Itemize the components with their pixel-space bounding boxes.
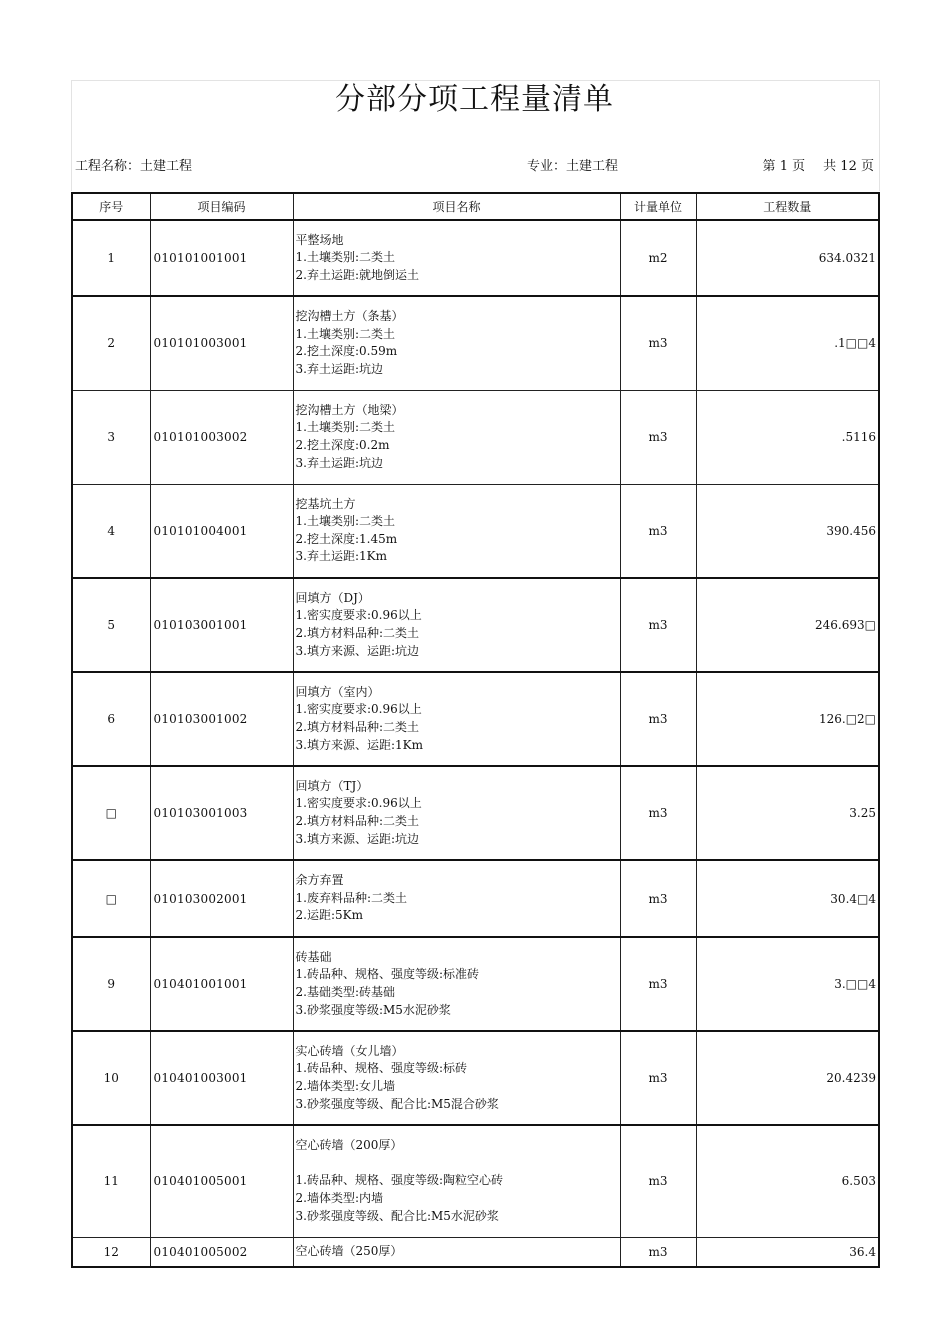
name-line: 1.土壤类别:二类土 xyxy=(295,326,395,341)
name-line: 回填方（DJ） xyxy=(295,590,370,605)
name-line: 2.挖土深度:0.2m xyxy=(295,438,390,452)
name-line: 1.土壤类别:二类土 xyxy=(295,514,395,529)
cell-qty: 6.503 xyxy=(696,1125,879,1237)
project-info xyxy=(75,158,192,176)
cell-unit: m3 xyxy=(620,1237,696,1267)
table-header-row xyxy=(72,193,879,220)
cell-name xyxy=(293,1237,620,1267)
name-line: 2.填方材料品种:二类土 xyxy=(295,626,419,640)
cell-unit: m3 xyxy=(620,296,696,390)
project-name: 土建工程 xyxy=(140,159,193,174)
header-name: 项目名称 xyxy=(293,193,620,220)
cell-seq: 10 xyxy=(72,1031,150,1125)
name-line: 1.砖品种、规格、强度等级:标砖 xyxy=(295,1061,467,1076)
table-row xyxy=(72,296,879,390)
table-row xyxy=(72,484,879,578)
specialty-label: 专业： xyxy=(527,159,567,174)
cell-seq: 1 xyxy=(72,220,150,296)
project-label: 工程名称： xyxy=(75,159,141,174)
cell-seq: □ xyxy=(72,766,150,860)
bill-table xyxy=(71,192,880,1268)
name-line: 1.土壤类别:二类土 xyxy=(295,420,395,435)
name-line: 1.砖品种、规格、强度等级:陶粒空心砖 xyxy=(295,1173,503,1188)
specialty-info xyxy=(527,158,618,176)
header-qty: 工程数量 xyxy=(696,193,879,220)
cell-code: 010401005002 xyxy=(150,1237,293,1267)
header-unit: 计量单位 xyxy=(620,193,696,220)
cell-unit: m3 xyxy=(620,937,696,1031)
table-row xyxy=(72,860,879,937)
cell-unit: m3 xyxy=(620,484,696,578)
cell-seq: □ xyxy=(72,860,150,937)
cell-unit: m3 xyxy=(620,1031,696,1125)
header-code: 项目编码 xyxy=(150,193,293,220)
cell-seq: 12 xyxy=(72,1237,150,1267)
cell-seq: 3 xyxy=(72,390,150,484)
table-row xyxy=(72,672,879,766)
cell-seq: 11 xyxy=(72,1125,150,1237)
table-row xyxy=(72,578,879,672)
name-line: 余方弃置 xyxy=(295,873,344,888)
name-line: 空心砖墙（250厚） xyxy=(295,1243,403,1258)
cell-name xyxy=(293,937,620,1031)
name-line: 1.密实度要求:0.96以上 xyxy=(295,608,422,623)
name-line: 3.填方来源、运距:坑边 xyxy=(295,831,419,846)
name-line: 3.砂浆强度等级:M5水泥砂浆 xyxy=(295,1002,451,1017)
name-line: 挖沟槽土方（地梁） xyxy=(295,402,404,417)
name-line: 挖基坑土方 xyxy=(295,496,356,511)
name-line: 1.废弃料品种:二类土 xyxy=(295,890,407,905)
name-line: 2.填方材料品种:二类土 xyxy=(295,814,419,828)
cell-qty: 390.456 xyxy=(696,484,879,578)
cell-seq: 5 xyxy=(72,578,150,672)
table-row xyxy=(72,220,879,296)
cell-qty: 126.□2□ xyxy=(696,672,879,766)
page-total: 12 xyxy=(840,159,857,174)
name-line: 砖基础 xyxy=(295,949,332,964)
cell-name xyxy=(293,220,620,296)
name-line: 回填方（TJ） xyxy=(295,778,369,793)
page-current-suffix: 页 xyxy=(792,159,806,174)
cell-unit: m3 xyxy=(620,578,696,672)
cell-qty: 20.4239 xyxy=(696,1031,879,1125)
cell-code: 010101003001 xyxy=(150,296,293,390)
cell-qty: .5116 xyxy=(696,390,879,484)
name-line: 1.密实度要求:0.96以上 xyxy=(295,702,422,717)
cell-unit: m3 xyxy=(620,766,696,860)
page-current: 1 xyxy=(779,159,788,174)
table-row xyxy=(72,1031,879,1125)
cell-code: 010103001003 xyxy=(150,766,293,860)
name-line: 3.砂浆强度等级、配合比:M5混合砂浆 xyxy=(295,1096,499,1111)
name-line: 2.运距:5Km xyxy=(295,908,363,923)
cell-name xyxy=(293,672,620,766)
name-line: 3.填方来源、运距:1Km xyxy=(295,737,423,752)
specialty-name: 土建工程 xyxy=(566,159,619,174)
cell-unit: m3 xyxy=(620,390,696,484)
name-line: 3.弃土运距:1Km xyxy=(295,549,387,564)
cell-code: 010101001001 xyxy=(150,220,293,296)
name-line xyxy=(296,1155,620,1173)
table-row xyxy=(72,937,879,1031)
cell-name xyxy=(293,766,620,860)
header-seq: 序号 xyxy=(72,193,150,220)
cell-seq: 4 xyxy=(72,484,150,578)
name-line: 3.砂浆强度等级、配合比:M5水泥砂浆 xyxy=(295,1208,499,1223)
cell-unit: m3 xyxy=(620,1125,696,1237)
cell-code: 010401001001 xyxy=(150,937,293,1031)
cell-seq: 9 xyxy=(72,937,150,1031)
cell-code: 010101003002 xyxy=(150,390,293,484)
cell-name xyxy=(293,1031,620,1125)
cell-name xyxy=(293,860,620,937)
name-line: 3.填方来源、运距:坑边 xyxy=(295,643,419,658)
page-total-prefix: 共 xyxy=(823,159,837,174)
page-total-suffix: 页 xyxy=(860,159,874,174)
table-row xyxy=(72,766,879,860)
cell-code: 010401005001 xyxy=(150,1125,293,1237)
name-line: 2.弃土运距:就地倒运土 xyxy=(295,267,419,282)
cell-qty: 246.693□ xyxy=(696,578,879,672)
name-line: 3.弃土运距:坑边 xyxy=(295,361,383,376)
name-line: 回填方（室内） xyxy=(295,684,380,699)
cell-name xyxy=(293,484,620,578)
cell-name xyxy=(293,390,620,484)
cell-qty: 30.4□4 xyxy=(696,860,879,937)
name-line: 空心砖墙（200厚） xyxy=(295,1138,403,1153)
name-line: 平整场地 xyxy=(295,232,344,247)
cell-qty: 3.25 xyxy=(696,766,879,860)
table-row xyxy=(72,390,879,484)
cell-code: 010103001002 xyxy=(150,672,293,766)
name-line: 1.砖品种、规格、强度等级:标准砖 xyxy=(295,967,479,982)
cell-code: 010101004001 xyxy=(150,484,293,578)
name-line: 3.弃土运距:坑边 xyxy=(295,455,383,470)
cell-qty: 36.4 xyxy=(696,1237,879,1267)
cell-qty: 3.□□4 xyxy=(696,937,879,1031)
cell-unit: m3 xyxy=(620,860,696,937)
table-row xyxy=(72,1125,879,1237)
name-line: 2.挖土深度:1.45m xyxy=(295,531,398,546)
name-line: 2.墙体类型:内墙 xyxy=(295,1191,383,1206)
cell-seq: 2 xyxy=(72,296,150,390)
name-line: 1.密实度要求:0.96以上 xyxy=(295,796,422,811)
cell-unit: m2 xyxy=(620,220,696,296)
cell-qty: .1□□4 xyxy=(696,296,879,390)
name-line: 2.填方材料品种:二类土 xyxy=(295,720,419,734)
cell-seq: 6 xyxy=(72,672,150,766)
name-line: 2.挖土深度:0.59m xyxy=(295,344,398,359)
name-line: 1.土壤类别:二类土 xyxy=(295,250,395,265)
cell-qty: 634.0321 xyxy=(696,220,879,296)
name-line: 2.墙体类型:女儿墙 xyxy=(295,1079,395,1093)
table-row xyxy=(72,1237,879,1267)
name-line: 挖沟槽土方（条基） xyxy=(295,309,404,324)
cell-unit: m3 xyxy=(620,672,696,766)
page-title: 分部分项工程量清单 xyxy=(335,82,614,117)
name-line: 实心砖墙（女儿墙） xyxy=(295,1043,404,1058)
cell-name xyxy=(293,1125,620,1237)
name-line: 2.基础类型:砖基础 xyxy=(295,985,395,999)
cell-name xyxy=(293,296,620,390)
page-current-prefix: 第 xyxy=(762,159,776,174)
cell-code: 010103001001 xyxy=(150,578,293,672)
cell-name xyxy=(293,578,620,672)
page-info xyxy=(763,158,874,176)
cell-code: 010103002001 xyxy=(150,860,293,937)
cell-code: 010401003001 xyxy=(150,1031,293,1125)
